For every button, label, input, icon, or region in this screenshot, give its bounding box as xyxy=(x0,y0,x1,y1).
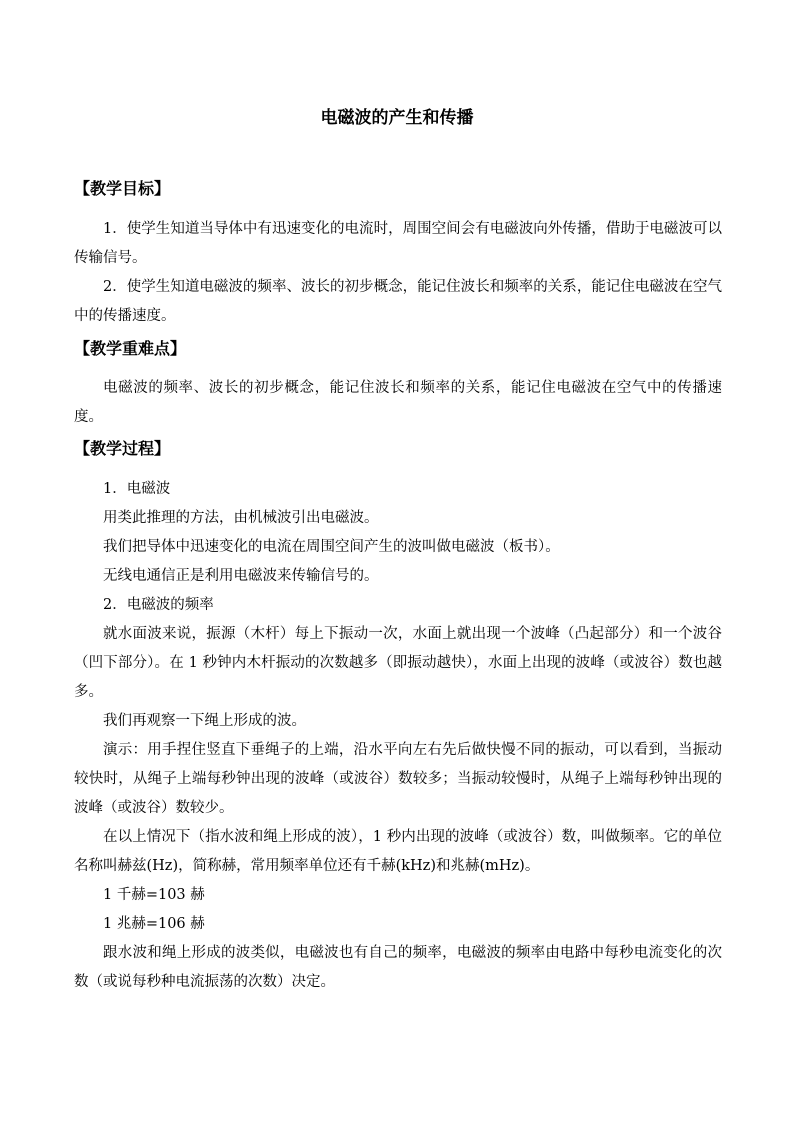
process-paragraph-rope-wave: 我们再观察一下绳上形成的波。 xyxy=(103,713,306,729)
process-paragraph-water-wave: 就水面波来说，振源（木杆）每上下振动一次，水面上就出现一个波峰（凸起部分）和一个波谷（凹下部分）。在 1 秒钟内木杆振动的次数越多（即振动越快），水面上出现的波峰（或波谷）数也越多。 xyxy=(74,626,722,700)
process-paragraph-frequency-def: 在以上情况下（指水波和绳上形成的波），1 秒内出现的波峰（或波谷）数，叫做频率。它的单位名称叫赫兹(Hz)，简称赫，常用频率单位还有千赫(kHz)和兆赫(mHz)。 xyxy=(74,829,722,874)
process-subheading-em-wave: 1．电磁波 xyxy=(103,481,171,497)
section-heading-process: 【教学过程】 xyxy=(74,439,171,458)
section-heading-key-points: 【教学重难点】 xyxy=(74,339,187,358)
process-paragraph-radio: 无线电通信正是利用电磁波来传输信号的。 xyxy=(103,568,379,584)
process-formula-khz: 1 千赫=103 赫 xyxy=(103,887,205,903)
process-paragraph-demo: 演示：用手捏住竖直下垂绳子的上端，沿水平向左右先后做快慢不同的振动，可以看到，当振动较快时，从绳子上端每秒钟出现的波峰（或波谷）数较多；当振动较慢时，从绳子上端每秒钟出现的波峰（或波谷）数较少。 xyxy=(74,742,722,816)
objective-paragraph-2: 2．使学生知道电磁波的频率、波长的初步概念，能记住波长和频率的关系，能记住电磁波在空气中的传播速度。 xyxy=(74,279,722,324)
page-title: 电磁波的产生和传播 xyxy=(320,108,474,128)
section-heading-objectives: 【教学目标】 xyxy=(74,179,171,198)
process-formula-mhz: 1 兆赫=106 赫 xyxy=(103,916,205,932)
process-paragraph-em-frequency: 跟水波和绳上形成的波类似，电磁波也有自己的频率，电磁波的频率由电路中每秒电流变化的次数（或说每秒种电流振荡的次数）决定。 xyxy=(74,945,722,990)
process-subheading-frequency: 2．电磁波的频率 xyxy=(103,597,214,613)
process-paragraph-analogy: 用类此推理的方法，由机械波引出电磁波。 xyxy=(103,510,379,526)
objective-paragraph-1: 1．使学生知道当导体中有迅速变化的电流时，周围空间会有电磁波向外传播，借助于电磁波可以传输信号。 xyxy=(74,221,722,266)
key-points-paragraph: 电磁波的频率、波长的初步概念，能记住波长和频率的关系，能记住电磁波在空气中的传播速度。 xyxy=(74,380,722,425)
process-paragraph-definition: 我们把导体中迅速变化的电流在周围空间产生的波叫做电磁波（板书）。 xyxy=(103,539,560,555)
